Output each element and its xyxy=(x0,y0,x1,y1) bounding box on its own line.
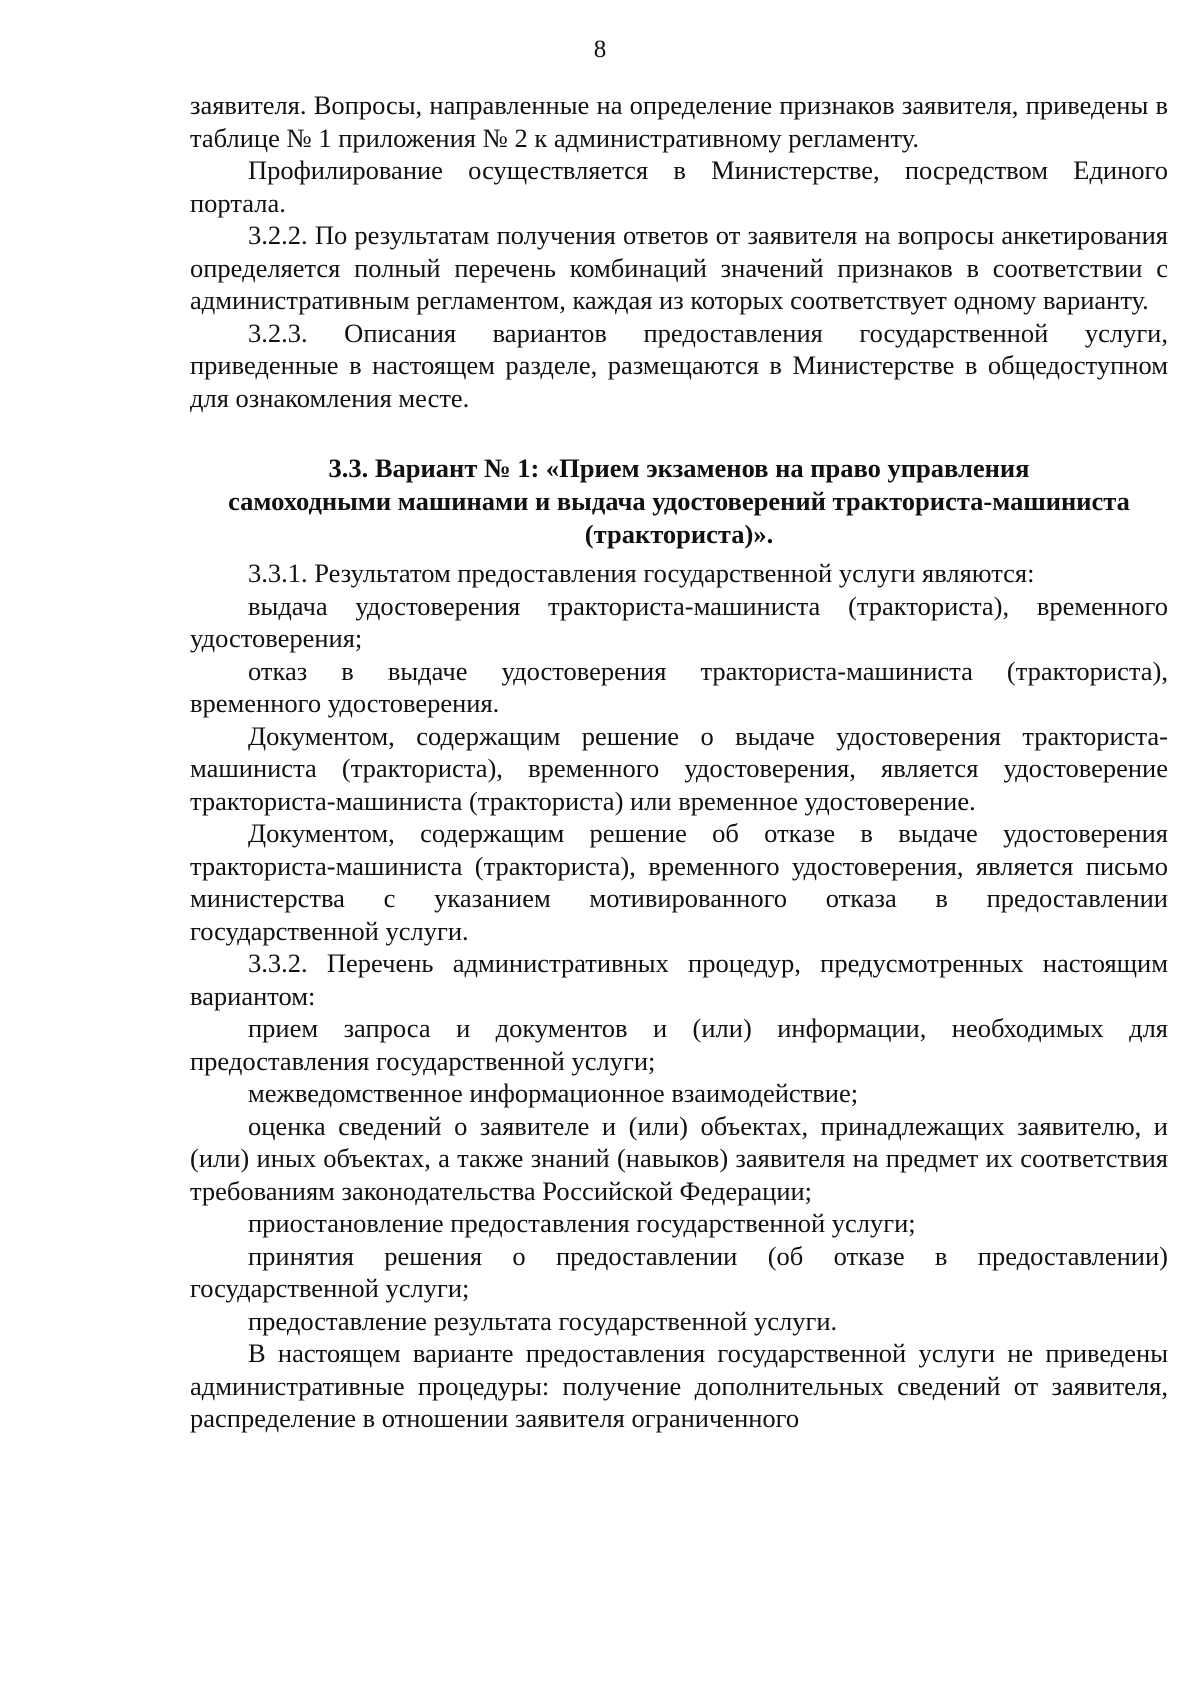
document-body xyxy=(190,89,1168,1435)
paragraph-refusal-document: Документом, содержащим решение об отказе в выдаче удостоверения тракториста-машиниста (тракториста), временного удостоверения, является письмо министерства с указанием мотивированного отказа в предоставлении государственной услуги. xyxy=(190,818,1168,946)
procedure-item-assessment: оценка сведений о заявителе и (или) объектах, принадлежащих заявителю, и (или) иных объектах, а также знаний (навыков) заявителя на предмет их соответствия требованиям законодательства Российской Федерации; xyxy=(190,1110,1168,1206)
procedure-item-suspension: приостановление предоставления государственной услуги; xyxy=(248,1208,916,1238)
list-item-refusal: отказ в выдаче удостоверения тракториста-машиниста (тракториста), временного удостоверения. xyxy=(190,655,1168,718)
procedure-item-decision: принятия решения о предоставлении (об отказе в предоставлении) государственной услуги; xyxy=(190,1240,1168,1303)
paragraph-excluded-procedures: В настоящем варианте предоставления государственной услуги не приведены административные процедуры: получение дополнительных сведений от заявителя, распределение в отношении заявителя ограниченного xyxy=(190,1338,1168,1433)
paragraph-3-2-3: 3.2.3. Описания вариантов предоставления государственной услуги, приведенные в настоящем разделе, размещаются в Министерстве в общедоступном для ознакомления месте. xyxy=(190,317,1168,413)
paragraph-continuation: заявителя. Вопросы, направленные на определение признаков заявителя, приведены в таблице № 1 приложения № 2 к административному регламенту. xyxy=(190,90,1168,153)
heading-line-1: 3.3. Вариант № 1: «Прием экзаменов на право управления xyxy=(328,453,1030,483)
heading-line-3: (тракториста)». xyxy=(584,519,774,549)
page-number: 8 xyxy=(593,36,607,63)
section-heading-3-3 xyxy=(190,452,1168,551)
paragraph-3-3-2: 3.3.2. Перечень административных процедур, предусмотренных настоящим вариантом: xyxy=(190,948,1168,1011)
list-item-issuance: выдача удостоверения тракториста-машиниста (тракториста), временного удостоверения; xyxy=(190,590,1168,653)
procedure-item-request: прием запроса и документов и (или) информации, необходимых для предоставления государственной услуги; xyxy=(190,1013,1168,1076)
paragraph-profiling: Профилирование осуществляется в Министерстве, посредством Единого портала. xyxy=(190,155,1168,218)
paragraph-3-2-2: 3.2.2. По результатам получения ответов от заявителя на вопросы анкетирования определяется полный перечень комбинаций значений признаков в соответствии с административным регламентом, каждая из которых соответствует одному варианту. xyxy=(190,220,1168,315)
paragraph-3-3-1: 3.3.1. Результатом предоставления государственной услуги являются: xyxy=(248,558,1035,588)
paragraph-issuance-document: Документом, содержащим решение о выдаче удостоверения тракториста-машиниста (тракториста), временного удостоверения, является удостоверение тракториста-машиниста (тракториста) или временное удостоверение. xyxy=(190,720,1168,816)
procedure-item-result: предоставление результата государственной услуги. xyxy=(248,1305,838,1336)
procedure-item-interagency: межведомственное информационное взаимодействие; xyxy=(248,1078,859,1108)
heading-line-2: самоходными машинами и выдача удостоверений тракториста-машиниста xyxy=(228,486,1130,516)
